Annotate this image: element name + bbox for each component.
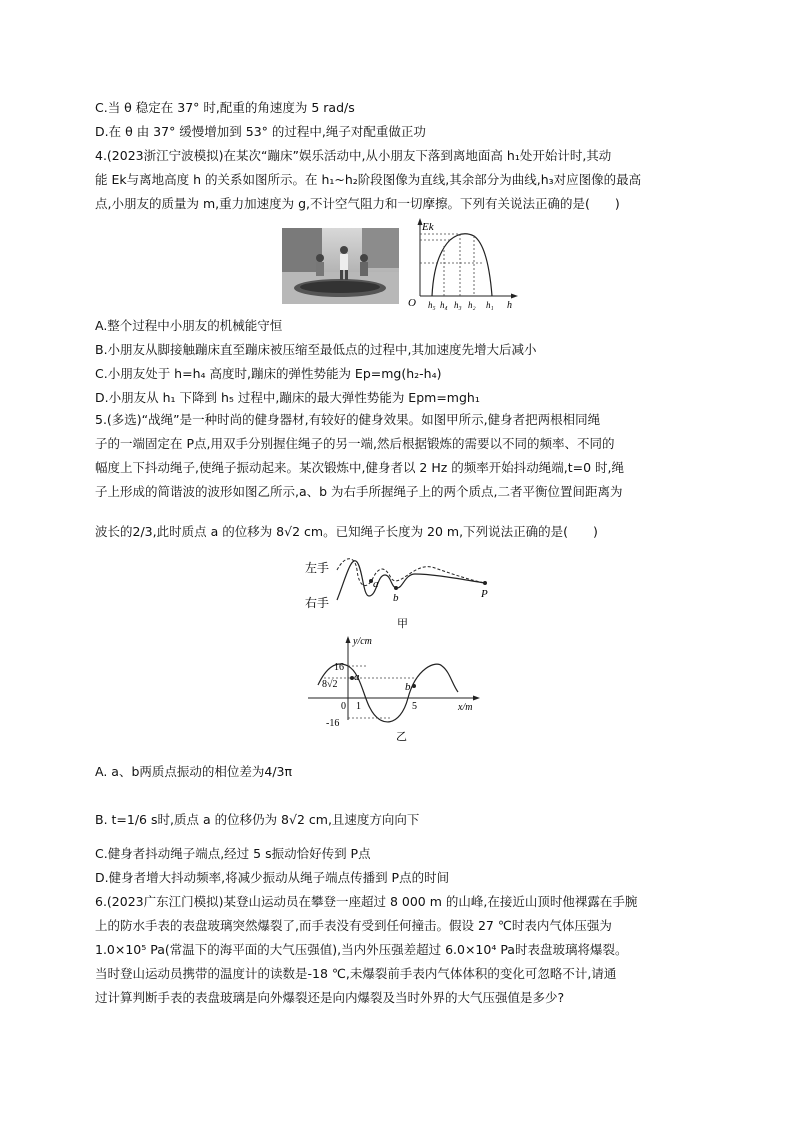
option-c-q3: C.当 θ 稳定在 37° 时,配重的角速度为 5 rad/s: [95, 100, 355, 115]
tick-h3: h₃: [454, 300, 462, 310]
option-a-q4: A.整个过程中小朋友的机械能守恒: [95, 318, 283, 333]
option-d-q3: D.在 θ 由 37° 缓慢增加到 53° 的过程中,绳子对配重做正功: [95, 124, 426, 139]
rope-point-a: a: [373, 578, 379, 590]
wave-y-min: -16: [326, 718, 340, 729]
option-c-q4: C.小朋友处于 h=h₄ 高度时,蹦床的弹性势能为 Ep=mg(h₂-h₄): [95, 366, 442, 381]
option-b-q4: B.小朋友从脚接触蹦床直至蹦床被压缩至最低点的过程中,其加速度先增大后减小: [95, 342, 537, 357]
option-d-q5: D.健身者增大抖动频率,将减少振动从绳子端点传播到 P点的时间: [95, 870, 450, 885]
battle-rope-figure: [305, 550, 505, 630]
wave-x-axis-label: x/m: [458, 702, 473, 713]
question-6-line-1: 6.(2023广东江门模拟)某登山运动员在攀登一座超过 8 000 m 的山峰,在接近山顶时他裸露在手腕: [95, 894, 638, 909]
figure-yi-caption: 乙: [396, 731, 407, 742]
wave-graph: [308, 632, 488, 742]
option-a-q5: A. a、b两质点振动的相位差为4/3π: [95, 764, 293, 779]
wave-point-a: a: [354, 671, 360, 683]
question-5-line-5: 波长的2/3,此时质点 a 的位移为 8√2 cm。已知绳子长度为 20 m,下列说法正确的是( ): [95, 524, 598, 539]
question-6-line-3: 1.0×10⁵ Pa(常温下的海平面的大气压强值),当内外压强差超过 6.0×10⁴ Pa时表盘玻璃将爆裂。: [95, 942, 628, 957]
question-6-line-2: 上的防水手表的表盘玻璃突然爆裂了,而手表没有受到任何撞击。假设 27 ℃时表内气体压强为: [95, 918, 612, 933]
tick-h1: h₁: [486, 300, 494, 310]
question-6-line-5: 过计算判断手表的表盘玻璃是向外爆裂还是向内爆裂及当时外界的大气压强值是多少?: [95, 990, 565, 1005]
question-4-line-1: 4.(2023浙江宁波模拟)在某次“蹦床”娱乐活动中,从小朋友下落到离地面高 h₁处开始计时,其动: [95, 148, 612, 163]
wave-x-5: 5: [412, 701, 417, 712]
question-5-line-4: 子上形成的简谐波的波形如图乙所示,a、b 为右手所握绳子上的两个质点,二者平衡位置间距离为: [95, 484, 623, 499]
wave-origin: 0: [341, 701, 346, 712]
option-b-q5: B. t=1/6 s时,质点 a 的位移仍为 8√2 cm,且速度方向向下: [95, 812, 420, 827]
wave-y-a: 8√2: [322, 679, 338, 690]
tick-h2: h₂: [468, 300, 476, 310]
rope-point-b: b: [393, 592, 399, 604]
ek-height-graph: [402, 216, 522, 312]
option-d-q4: D.小朋友从 h₁ 下降到 h₅ 过程中,蹦床的最大弹性势能为 Epm=mgh₁: [95, 390, 480, 405]
question-6-line-4: 当时登山运动员携带的温度计的读数是-18 ℃,未爆裂前手表内气体体积的变化可忽略不计,请通: [95, 966, 617, 981]
tick-h: h: [507, 300, 512, 311]
question-5-line-3: 幅度上下抖动绳子,使绳子振动起来。某次锻炼中,健身者以 2 Hz 的频率开始抖动绳端,t=0 时,绳: [95, 460, 625, 475]
right-hand-label: 右手: [305, 596, 330, 610]
wave-y-axis-label: y/cm: [353, 636, 372, 647]
question-4-line-3: 点,小朋友的质量为 m,重力加速度为 g,不计空气阻力和一切摩擦。下列有关说法正确的是( ): [95, 196, 620, 211]
wave-y-max: 16: [334, 662, 344, 673]
rope-point-p: P: [481, 588, 488, 600]
figure-jia-caption: 甲: [397, 618, 408, 630]
left-hand-label: 左手: [305, 561, 330, 575]
question-5-line-2: 子的一端固定在 P点,用双手分别握住绳子的另一端,然后根据锻炼的需要以不同的频率、不同的: [95, 436, 615, 451]
question-5-line-1: 5.(多选)“战绳”是一种时尚的健身器材,有较好的健身效果。如图甲所示,健身者把两根相同绳: [95, 412, 601, 427]
option-c-q5: C.健身者抖动绳子端点,经过 5 s振动恰好传到 P点: [95, 846, 371, 861]
tick-h5: h₅: [428, 300, 436, 310]
wave-point-b: b: [405, 681, 411, 693]
question-4-line-2: 能 Ek与离地高度 h 的关系如图所示。在 h₁~h₂阶段图像为直线,其余部分为曲线,h₃对应图像的最高: [95, 172, 642, 187]
wave-x-1: 1: [356, 701, 361, 712]
tick-h4: h₄: [440, 300, 448, 310]
origin-label: O: [408, 297, 416, 309]
ek-axis-label: Ek: [422, 221, 434, 233]
trampoline-photo: [282, 228, 399, 304]
